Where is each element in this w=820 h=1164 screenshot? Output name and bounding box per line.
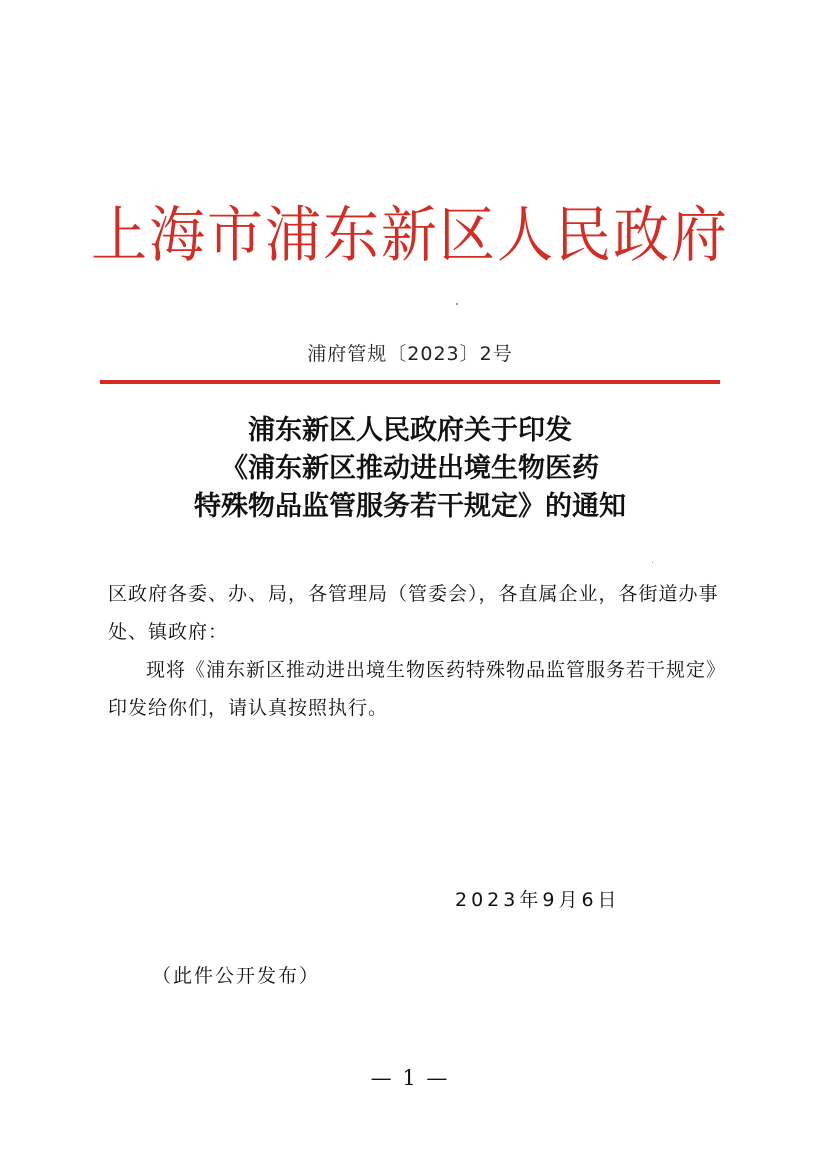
title-line-1: 浦东新区人民政府关于印发 xyxy=(248,415,572,446)
release-note: （此件公开发布） xyxy=(152,965,321,987)
title-line-3: 特殊物品监管服务若干规定》的通知 xyxy=(194,491,626,522)
red-separator-rule xyxy=(100,380,720,384)
issuer-masthead: 上海市浦东新区人民政府 xyxy=(91,200,729,271)
body-paragraph: 现将《浦东新区推动进出境生物医药特殊物品监管服务若干规定》印发给你们，请认真按照执行。 xyxy=(108,659,717,719)
document-number: 浦府管规〔2023〕2号 xyxy=(307,343,513,365)
scan-speck xyxy=(652,562,653,563)
title-line-2: 《浦东新区推动进出境生物医药 xyxy=(221,453,599,484)
document-title xyxy=(0,412,820,526)
page-number: — 1 — xyxy=(370,1066,450,1090)
issue-date: 2023年9月6日 xyxy=(455,889,621,911)
salutation: 区政府各委、办、局，各管理局（管委会），各直属企业，各街道办事处、镇政府： xyxy=(108,583,719,643)
scan-speck xyxy=(456,303,458,305)
